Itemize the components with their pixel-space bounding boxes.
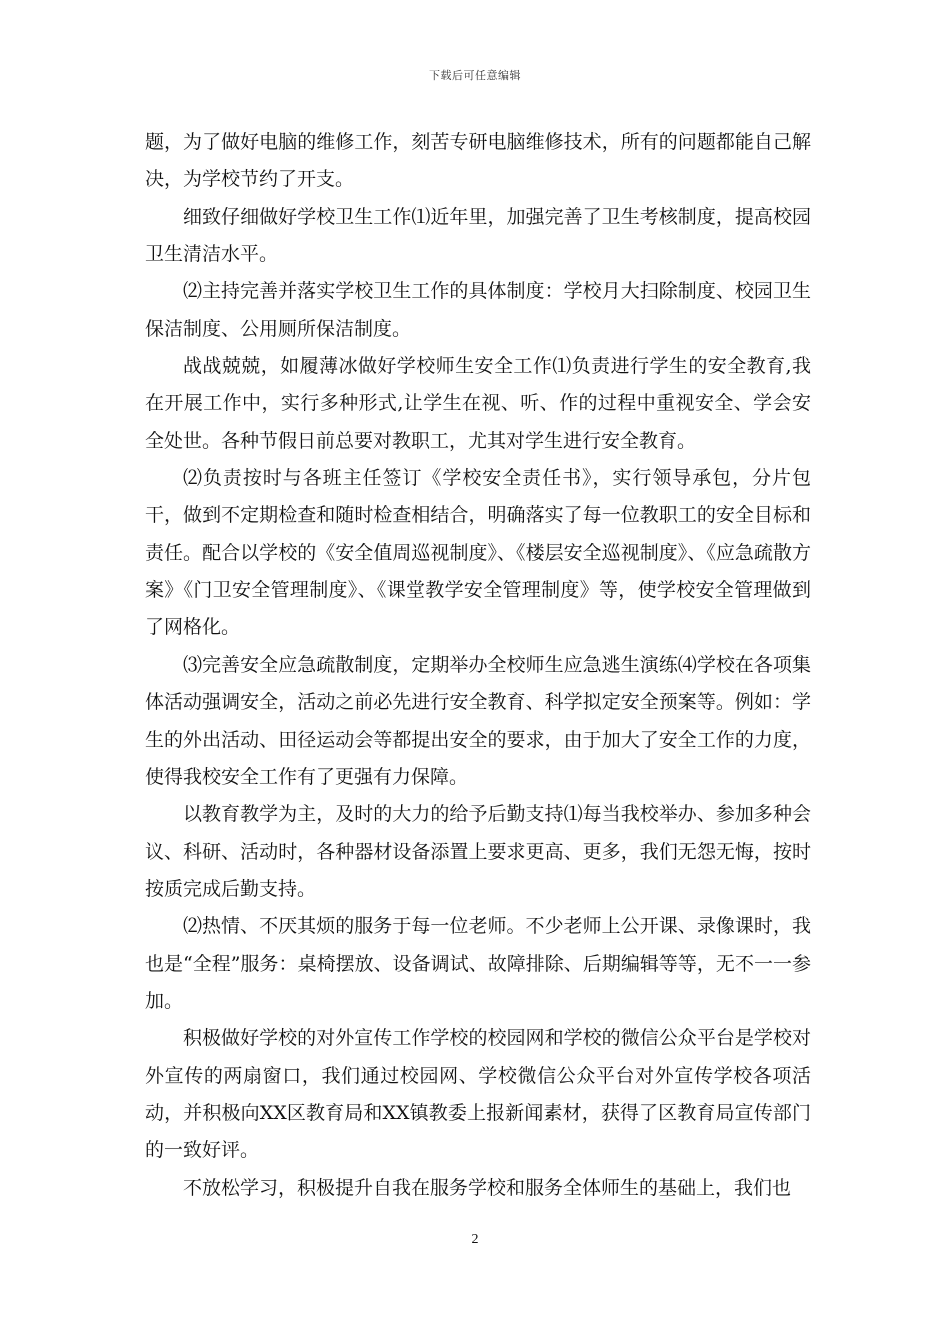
- paragraph: 细致仔细做好学校卫生工作⑴近年里，加强完善了卫生考核制度，提高校园卫生清洁水平。: [145, 205, 811, 266]
- paragraph: 不放松学习，积极提升自我在服务学校和服务全体师生的基础上，我们也: [183, 1176, 792, 1199]
- page-number: 2: [471, 1232, 479, 1247]
- paragraph: 战战兢兢，如履薄冰做好学校师生安全工作⑴负责进行学生的安全教育,我在开展工作中，实行多种形式,让学生在视、听、作的过程中重视安全、学会安全处世。各种节假日前总要对教职工，尤其对学生进行安全教育。: [145, 355, 811, 452]
- paragraph: 以教育教学为主，及时的大力的给予后勤支持⑴每当我校举办、参加多种会议、科研、活动时，各种器材设备添置上要求更高、更多，我们无怨无悔，按时按质完成后勤支持。: [145, 803, 811, 900]
- page-header: 下载后可任意编辑: [429, 69, 521, 82]
- paragraph: ⑶完善安全应急疏散制度，定期举办全校师生应急逃生演练⑷学校在各项集体活动强调安全，活动之前必先进行安全教育、科学拟定安全预案等。例如：学生的外出活动、田径运动会等都提出安全的要求，由于加大了安全工作的力度，使得我校安全工作有了更强有力保障。: [145, 653, 811, 788]
- paragraph: ⑵负责按时与各班主任签订《学校安全责任书》，实行领导承包，分片包干，做到不定期检查和随时检查相结合，明确落实了每一位教职工的安全目标和责任。配合以学校的《安全值周巡视制度》、《楼层安全巡视制度》、《应急疏散方案》《门卫安全管理制度》、《课堂教学安全管理制度》等，使学校安全管理做到了网格化。: [145, 467, 811, 639]
- paragraph: 积极做好学校的对外宣传工作学校的校园网和学校的微信公众平台是学校对外宣传的两扇窗口，我们通过校园网、学校微信公众平台对外宣传学校各项活动，并积极向XX区教育局和XX镇教委上报新闻素材，获得了区教育局宣传部门的一致好评。: [145, 1027, 811, 1162]
- body-text: [145, 124, 811, 1207]
- paragraph: ⑵热情、不厌其烦的服务于每一位老师。不少老师上公开课、录像课时，我也是“全程”服务：桌椅摆放、设备调试、故障排除、后期编辑等等，无不一一参加。: [145, 915, 811, 1012]
- paragraph: ⑵主持完善并落实学校卫生工作的具体制度：学校月大扫除制度、校园卫生保洁制度、公用厕所保洁制度。: [145, 280, 811, 340]
- paragraph: 题，为了做好电脑的维修工作，刻苦专研电脑维修技术，所有的问题都能自己解决，为学校节约了开支。: [145, 131, 811, 191]
